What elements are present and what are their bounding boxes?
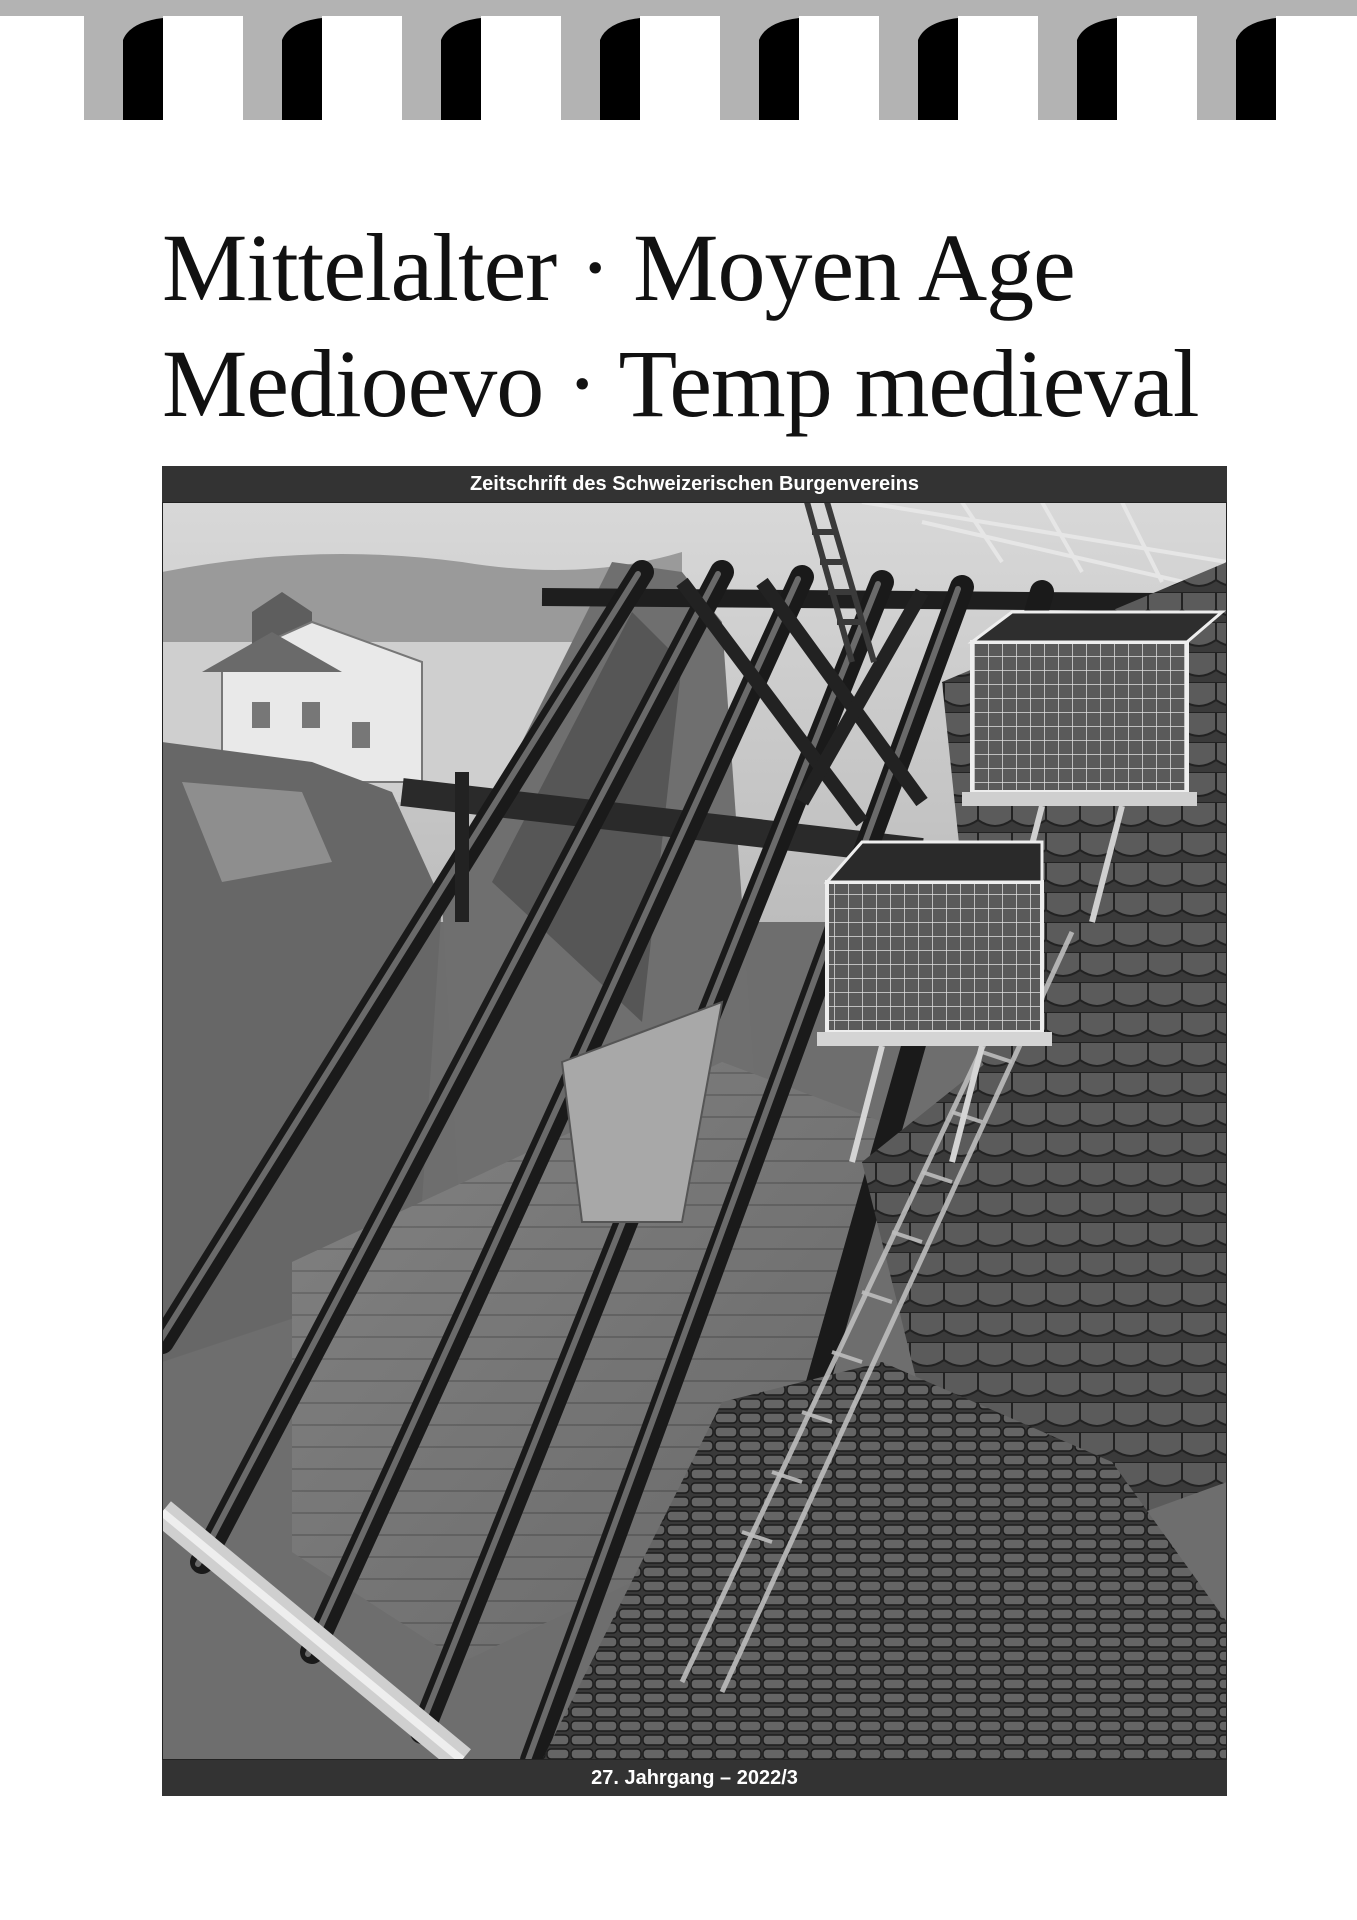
title-line-2: Medioevo · Temp medieval <box>162 330 1199 437</box>
subtitle-bar: Zeitschrift des Schweizerischen Burgenvereins <box>162 466 1227 502</box>
crenellation-decoration <box>0 0 1357 120</box>
masthead-title <box>162 210 1232 442</box>
title-line-1: Mittelalter · Moyen Age <box>162 214 1075 321</box>
cover-photo <box>162 502 1227 1760</box>
issue-bar: 27. Jahrgang – 2022/3 <box>162 1760 1227 1796</box>
